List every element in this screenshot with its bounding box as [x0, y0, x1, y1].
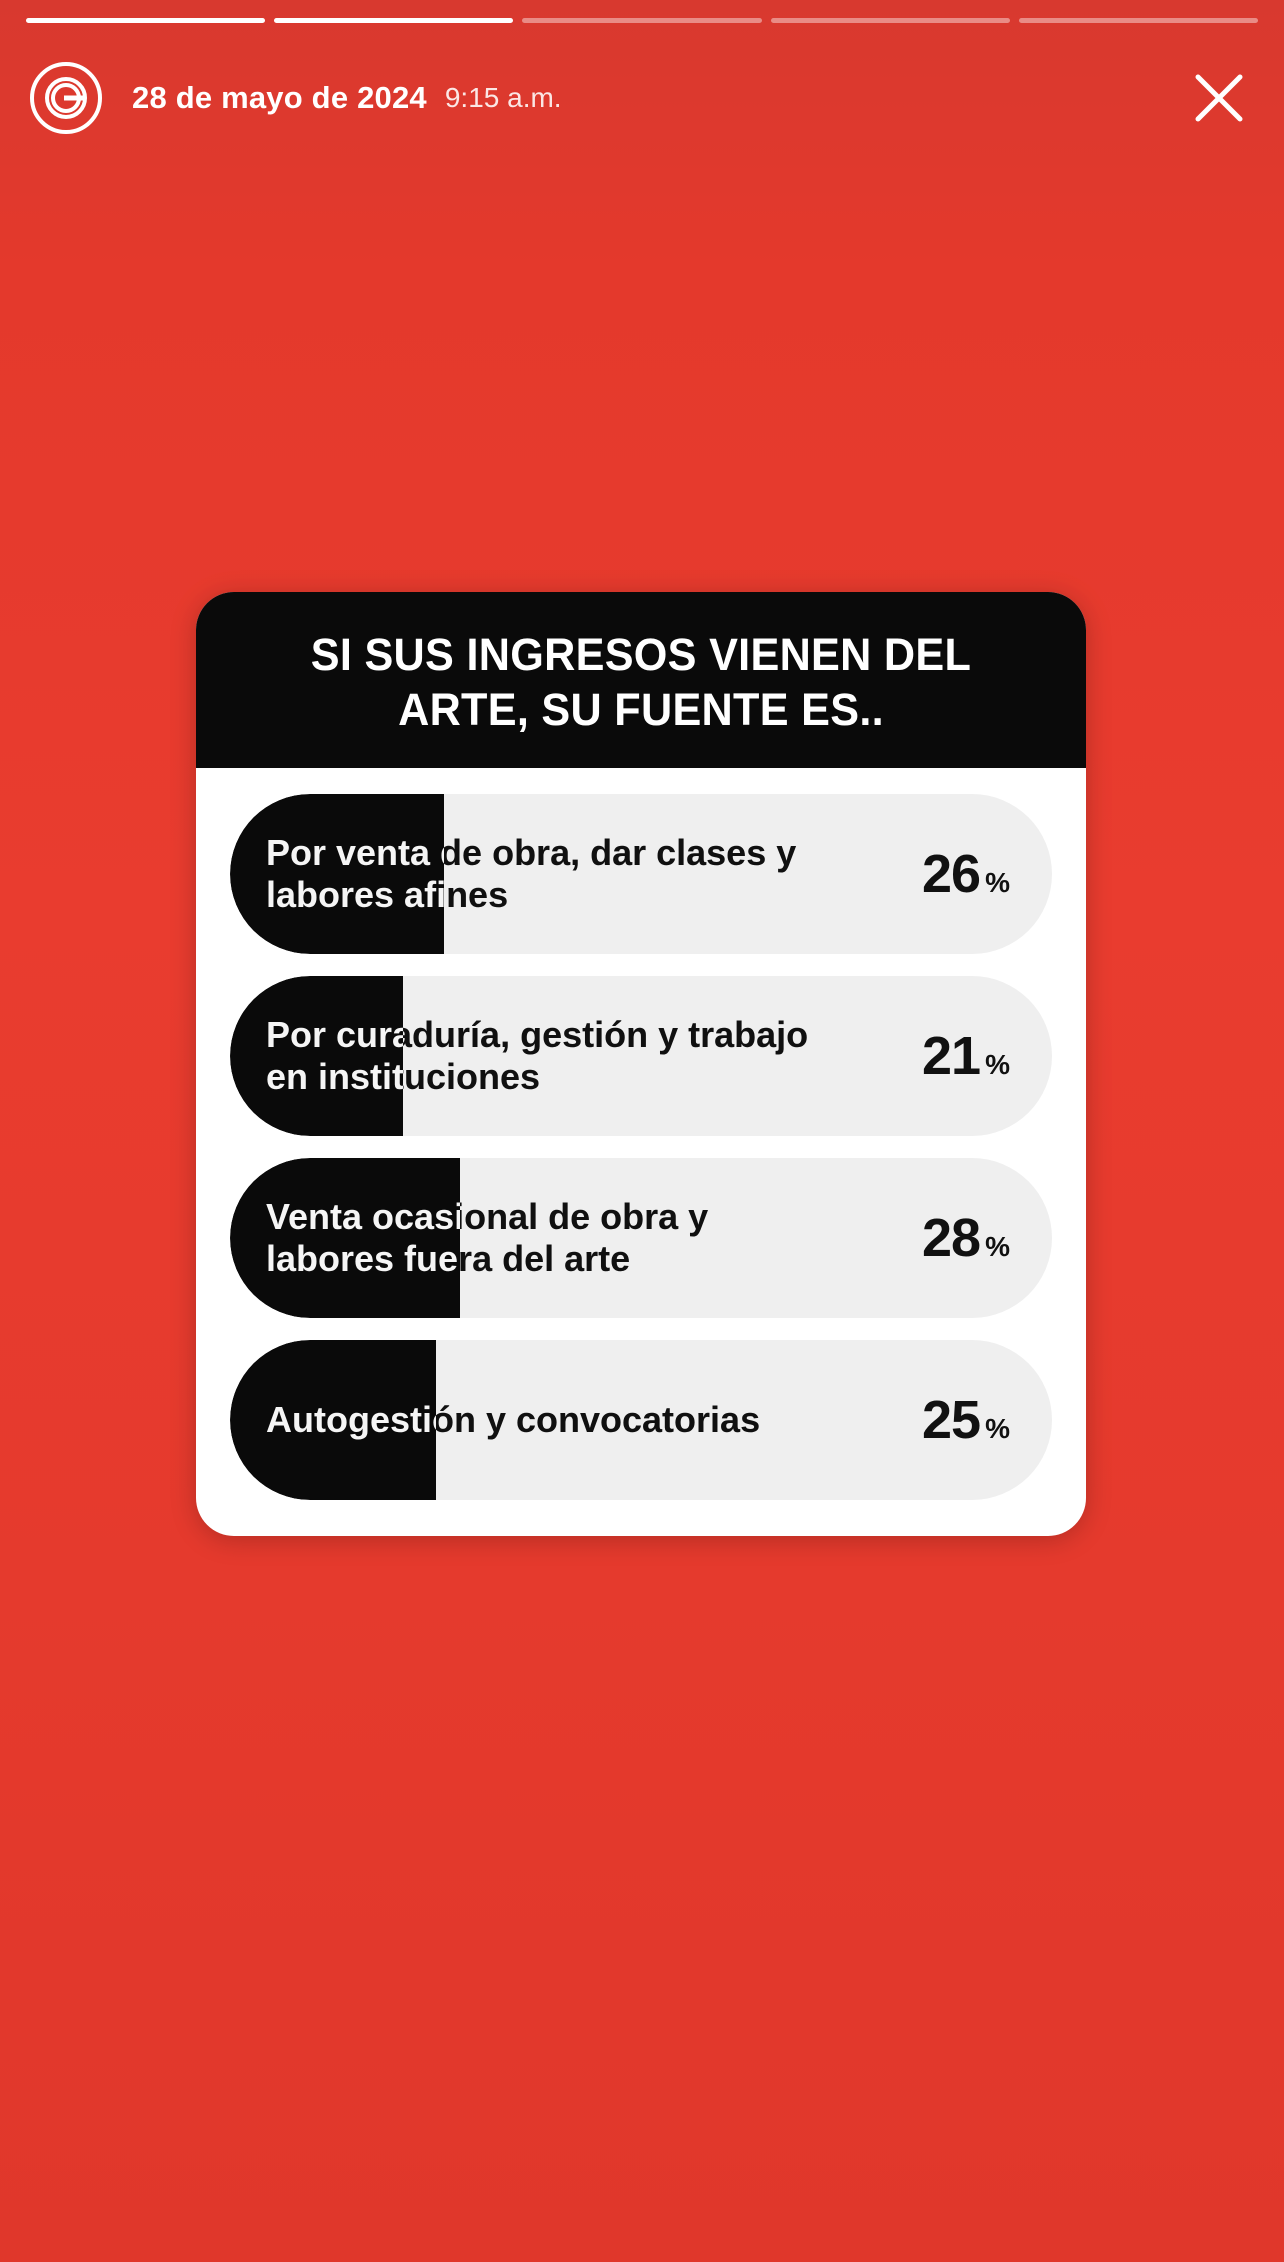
- poll-option-percent: [922, 1389, 1010, 1451]
- story-time: 9:15 a.m.: [444, 82, 562, 113]
- progress-segment[interactable]: [771, 18, 1010, 23]
- poll-option-percent-sign: %: [985, 1230, 1010, 1262]
- close-icon: [1192, 71, 1246, 125]
- circle-e-logo-icon: [44, 76, 88, 120]
- poll-option-percent-sign: %: [985, 1412, 1010, 1444]
- progress-segment[interactable]: [1019, 18, 1258, 23]
- poll-option-label: Por venta de obra, dar clases y labores afines: [266, 832, 797, 915]
- poll-question: SI SUS INGRESOS VIENEN DEL ARTE, SU FUENTE ES..: [310, 629, 972, 735]
- poll-option-label: Venta ocasional de obra y labores fuera del arte: [266, 1196, 709, 1279]
- poll-option-percent-value: 28: [922, 1207, 981, 1268]
- poll-option[interactable]: [230, 1340, 1052, 1500]
- poll-option-percent: [922, 1025, 1010, 1087]
- poll-option-percent: [922, 1207, 1010, 1269]
- progress-segment[interactable]: [26, 18, 265, 23]
- progress-segment[interactable]: [522, 18, 761, 23]
- poll-option-percent-value: 25: [922, 1389, 981, 1450]
- poll-header: [196, 592, 1086, 768]
- poll-option-percent: [922, 843, 1010, 905]
- avatar[interactable]: [30, 62, 102, 134]
- close-button[interactable]: [1184, 63, 1254, 133]
- poll-option-percent-value: 26: [922, 843, 981, 904]
- poll-option-label: Autogestión y convocatorias: [266, 1399, 761, 1441]
- poll-option[interactable]: [230, 794, 1052, 954]
- poll-option-percent-sign: %: [985, 1048, 1010, 1080]
- poll-option-label: Por curaduría, gestión y trabajo en instituciones: [266, 1014, 809, 1097]
- poll-option-percent-sign: %: [985, 866, 1010, 898]
- poll-option[interactable]: [230, 1158, 1052, 1318]
- poll-option-percent-value: 21: [922, 1025, 981, 1086]
- progress-segment[interactable]: [274, 18, 513, 23]
- poll-card: [196, 592, 1086, 1536]
- poll-option[interactable]: [230, 976, 1052, 1136]
- story-date: 28 de mayo de 2024: [132, 80, 427, 115]
- story-header: [0, 52, 1284, 144]
- story-progress-bars: [26, 18, 1258, 24]
- poll-options-list: [196, 768, 1086, 1536]
